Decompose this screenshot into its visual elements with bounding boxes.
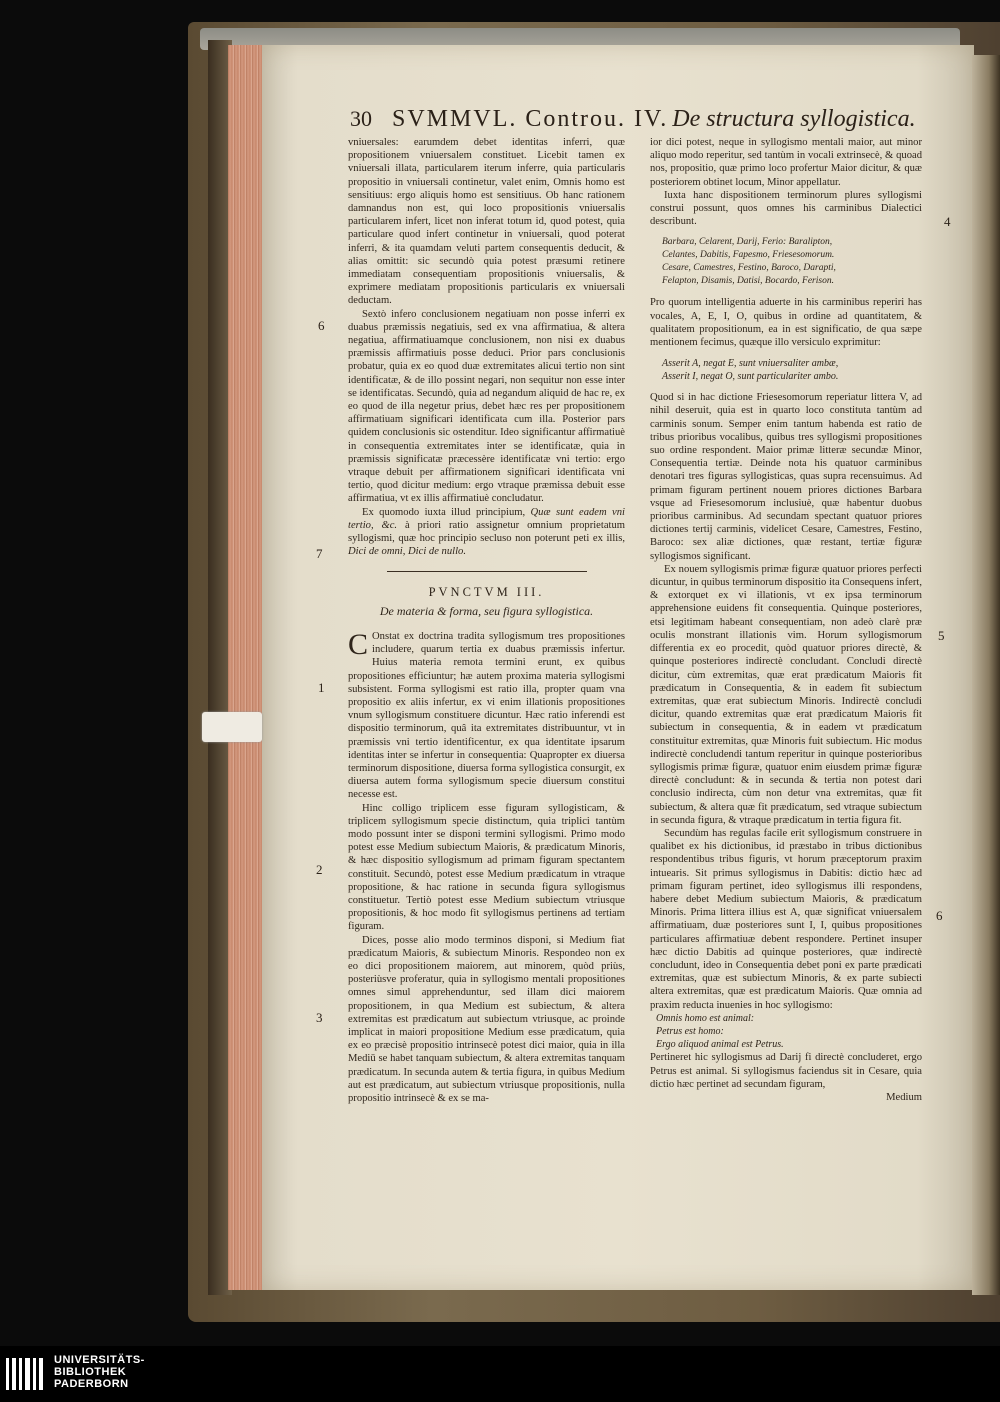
verse-line: Barbara, Celarent, Darij, Ferio: Baralipton, [662,237,833,248]
paragraph [348,627,625,802]
running-head-subtitle: De structura syllogistica. [672,106,916,132]
paragraph [348,506,625,559]
verse-line: Felapton, Disamis, Datisi, Bocardo, Ferison. [662,276,834,287]
section-heading: PVNCTVM III. [428,584,545,599]
margin-number: 7 [316,546,323,561]
margin-number: 6 [936,908,943,923]
running-head-title: SVMMVL. Controu. IV. [392,106,669,132]
paragraph: vniuersales: earumdem debet identitas inferri, quæ propositionem vniuersalem constituet. Licebit tamen ex vniuersali illata, particularem iterum inferre, quia particularis propositio in vniuersali continetur, valet enim, Omnis homo est sensitiuus: ergo aliquis homo est sensitiuus. Ob hanc rationem damnandus non est, qui loco propositionis vniuersalis particularem infert, licet non inferat totum id, quod potest, quia particulare quod infert continetur in vniuersali, quod poterat inferri, & ita quamdam veluti partem consequentis deducit, & alias omittit: sic secundò quia potest præsumi retinere immediatam consequentiam propositionis vniuersalis, & exprimere mediatam propositionis particularis ex vniuersali deductam. [348,137,625,307]
verse-line: Cesare, Camestres, Festino, Baroco, Darapti, [662,263,836,274]
paragraph: Ex nouem syllogismis primæ figuræ quatuor priores perfecti dicuntur, in quibus terminorum dispositio ita Consequens infert, & extorquet ex vi illationis, vt ex ipsa terminorum apprehensione euidens fit consequentia. Quinque posteriores, etsi legitimam habeant consequentiam, non adeò clarè præ oculis monstrant illationis vim. Horum syllogismorum differentia ex eo procedit, quòd quatuor priores directè, & quinque posteriores indirectè concludant. Concludi directè dicitur, cùm extremitas, quæ erat prædicatum Maioris fit prædicatum in Consequentia, & in eadem fit subiectum extremitas, quæ erat subiectum Minoris. Indirectè concludi dicitur, quando extremitas quæ erat prædicatum Maioris fit subiectum in consequentia, & in eadem vt prædicatum constituitur extremitas, quæ Minoris fuit subiectum. Hic modus indirectè concludendi tantum reperitur in quinque posterioribus syllogismis primæ figuræ, quatuor enim eiusdem primæ figuræ directè concludunt: & in secunda & tertia non potest dari conclusio indirecta, cùm non detur vna extremitas, quæ fit subiectum, & altera quæ fit prædicatum, sed vtraque subiectum in secunda figura, & vtraque prædicatum in tertia figura fit. [650,563,922,826]
text-run: Onstat ex doctrina tradita syllogismum tres propositiones includere, quarum tertia ex duabus præmissis infertur. Huius materia remota termini erunt, ex quibus propositiones efficiuntur; hæ autem proxima materia syllogismi subsistent. Forma syllogismi est ratio illa, propter quam vna propositio ex aliis infertur, ex vi enim illationis propositiones vnum syllogismum constituere dicuntur. Hæc ratio inferendi est dispositio terminorum, quâ ita extremitates distribuuntur, vt in præmissis vni tertio identificentur, ex qua identitate ipsarum identitas inter se infertur in consequentia: Quapropter ex diuersa terminorum dispositione, diuersa forma syllogistica consurgit, ex diuersa autem forma syllogismum specie diuersum constitui necesse est. [348,630,625,801]
example-line: Petrus est homo: [656,1025,724,1037]
section-divider [387,571,587,572]
margin-number: 5 [938,628,945,643]
library-logo-icon [6,1354,48,1394]
library-name-line: PADERBORN [54,1378,129,1390]
verse-block [650,236,922,288]
paragraph: Dices, posse alio modo terminos disponi, si Medium fiat prædicatum Maioris, & subiectum Minoris. Respondeo non ex eo dici propositionem maiorem, aut minorem, quòd priùs, posteriùsve proferatur, quia in syllogismo mentali propositiones omnes simul apprehenduntur, sed illam dici maiorem propositionem, in qua Medium est subiectum, & altera extremitas est prædicatum aut subiectum vtriusque, ac proinde implicat in maiori propositione Medium esse prædicatum, quia ex eo præcisè propositio intrinsecè potest dici maior, quia in illa Mediū se habet tanquam subiectum, & altera extremitas tanquam prædicatum. In secunda autem & tertia figura, in quibus Medium aut est prædicatum, aut subiectum vtriusque propositionis, nulla propositio intrinsecè & ex se ma- [348,934,625,1105]
example-line: Ergo aliquod animal est Petrus. [656,1039,784,1051]
verse-line: Asserit A, negat E, sunt vniuersaliter ambæ, [662,358,839,370]
margin-number: 4 [944,214,951,229]
paragraph: Sextò infero conclusionem negatiuam non posse inferri ex duabus præmissis negatiuis, sed ex vna affirmatiua, & altera negatiua, affirmatiuamque conclusionem, non nisi ex duabus præmissis affirmatiuis posse deduci. Prior pars conclusionis probatur, quia ex eo quod duæ extremitates alicui tertio non sint identificatæ, & de illo possint negari, non sequitur non esse inter se identificatas. Secundò, quia ad negandum aliquid de hac re, ex eo quod de illa negetur prius, debet hæc res per propositionem affirmatiuam significari identificata cum illa. Posterior pars quidem conclusionis sic ostenditur. Ideo significantur affirmatiuè in consequentia extremitates inter se identificatæ, quia in præmissis significatæ præcessère identificatæ vni tertio: ergo vtraque debuit per affirmationem significari identificata vni tertio, quod dicitur medium: ergo vtraque præmissa debuit esse affirmatiua, vt ex illis affirmatiuè concludatur. [348,308,625,505]
text-run: Ex quomodo iuxta illud principium, [362,506,526,518]
text-run-italic: Quæ sunt eadem vni tertio, &c. [348,506,625,531]
page-number: 30 [350,106,372,131]
drop-cap: C [348,627,369,661]
margin-number: 2 [316,862,323,877]
library-name-line: BIBLIOTHEK [54,1366,127,1378]
paper-marker [202,712,262,742]
right-page-edge [972,55,1000,1295]
paragraph: Quod si in hac dictione Friesesomorum reperiatur littera V, ad nihil deseruit, quia est in quarto loco constituta tantùm ad carminis sonum. Semper enim tantum habenda est ratio de tribus prioribus vocalibus, quibus tres syllogismi propositiones suo ordine respondent. Maior primæ litteræ secundæ Minor, Consequentia tertiæ. Deinde nota his quatuor carminibus denotari tres figuras syllogisticas, quas supra recensuimus. Ad primam figuram pertinent nouem priores dictiones Barbara vsque ad Friesesomorum inclusiuè, quæ habentur duobus prioribus carminibus. Ad secundam spectant quatuor priores dictiones tertij carminis, videlicet Cesare, Camestres, Festino, Baroco: sex aliæ dictiones, quæ restant, tertiæ figuræ syllogismos significant. [650,392,922,562]
library-name-line: UNIVERSITÄTS- [54,1354,145,1366]
paragraph: Iuxta hanc dispositionem terminorum plures syllogismi construi possunt, quos omnes his carminibus Dialectici describunt. [650,189,922,228]
text-run-italic: Dici de omni, Dici de nullo. [348,546,466,558]
example-line: Omnis homo est animal: [656,1012,755,1024]
margin-number: 1 [318,680,325,695]
paragraph: Secundùm has regulas facile erit syllogismum construere in qualibet ex his dictionibus, id præstabo in tribus dictionibus respondentibus tribus figuris, vt horum præceptorum praxim intuearis. Sit primus syllogismus in Dabitis: dictio hæc ad primam figuram pertinet, ideo syllogismus illi respondens, habere debet Medium subiectum Maioris, & prædicatum Minoris. Prima littera illius est A, quæ significat vniuersalem affirmatiuam, duæ posteriores sunt I, I, quibus propositiones particulares affirmatiuæ debent respondere. Pertinet insuper hæc dictio Dabitis ad quinque posteriores, quæ indirectè concludunt, ideo in Consequentia debet poni ex parte prædicati extremitas, quæ est subiectum Minoris, & ex parte subiecti altera extremitas, quæ est prædicatum Maioris. Quæ omnia ad praxim reducta inuenies in hoc syllogismo: [650,827,922,1011]
right-column [650,136,922,1104]
catchword: Medium [886,1092,922,1103]
page-edges [228,45,266,1290]
verse-line: Asserit I, negat O, sunt particulariter ambo. [662,371,839,383]
verse-line: Celantes, Dabitis, Fapesmo, Friesesomorum. [662,250,835,261]
paragraph: Hinc colligo triplicem esse figuram syllogisticam, & triplicem syllogismum specie distinctum, quia triplici tantùm modo possunt inter se disponi termini syllogismi. Primo modo potest esse Medium subiectum Maioris, & prædicatum Minoris, & hæc dispositio syllogismum ad primam figuram spectantem constituit. Secundò, potest esse Medium prædicatum in vtraque propositione, & hac ratione in secunda figura syllogismus constituetur. Tertiò potest esse Medium subiectum vtriusque propositionis, & hoc modo fit syllogismus pertinens ad tertiam figuram. [348,802,625,933]
paragraph: Pro quorum intelligentia aduerte in his carminibus reperiri has vocales, A, E, I, O, quibus in ordine ad quantitatem, & qualitatem propositionum, ea in est significatio, de qua sæpe mentionem fecimus, quæque illo versiculo exprimitur: [650,297,922,349]
paragraph: ior dici potest, neque in syllogismo mentali maior, aut minor aliquo modo reperitur, sed tantùm in vocali extrinsecè, & quoad nos, propositio, quæ primo loco profertur Maior dicitur, & quæ posteriorem obtinet locum, Minor appellatur. [650,137,922,188]
library-name [54,1354,145,1390]
text-run: à priori ratio assignetur omnium proprietatum syllogismi, quæ hoc principio secluso non poterunt peti ex illis, [348,519,625,545]
margin-number: 3 [316,1010,323,1025]
library-footer [0,1346,1000,1402]
left-column [348,136,625,1105]
margin-number: 6 [318,318,325,333]
section-subtitle: De materia & forma, seu figura syllogistica. [379,603,594,618]
verse-block [650,357,922,383]
paragraph: Pertineret hic syllogismus ad Darij fi directè concluderet, ergo Petrus est animal. Si syllogismus faciendus sit in Cesare, quia dictio hæc pertinet ad secundam figuram, [650,1052,922,1090]
